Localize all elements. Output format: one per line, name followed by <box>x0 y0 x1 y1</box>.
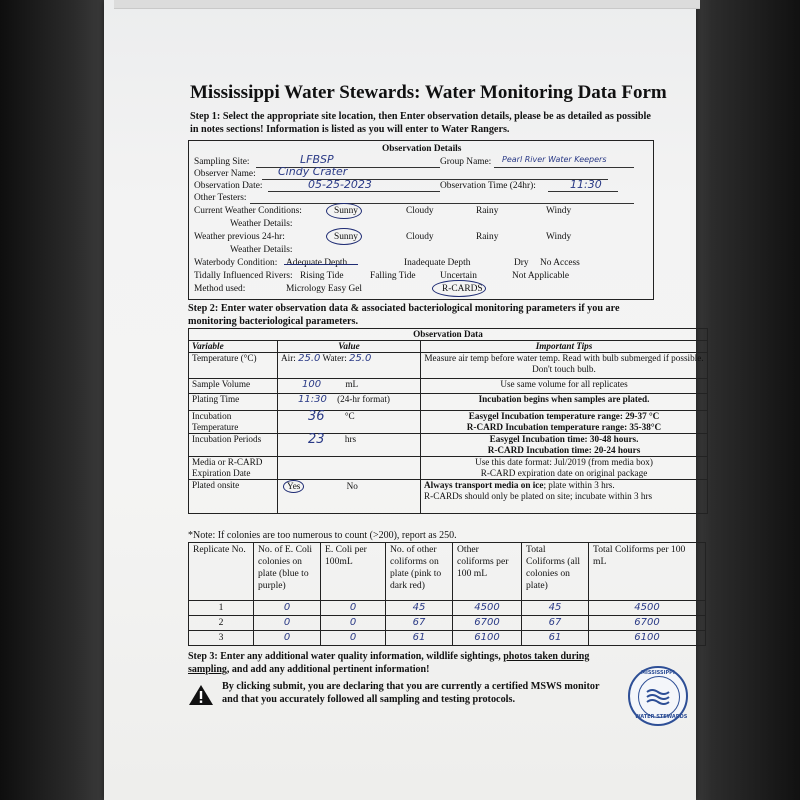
step1-instructions: Step 1: Select the appropriate site location, then Enter observation details, please be as detailed as possible in notes sections! Information is listed as you will enter to Water Rangers. <box>190 111 651 135</box>
step2-instructions: Step 2: Enter water observation data & associated bacteriological monitoring parameters if you are monitoring bacteriological parameters. <box>188 303 620 327</box>
incubation-periods-cell <box>278 434 421 457</box>
step3-text-a: Step 3: Enter any additional water quality information, wildlife sightings, <box>188 651 504 662</box>
declaration-text: By clicking submit, you are declaring that you are currently a certified MSWS monitor and that you accurately followed all sampling and testing protocols. <box>222 681 600 705</box>
plating-time-tip: Incubation begins when samples are plated. <box>421 394 708 411</box>
previous-weather-cloudy[interactable]: Cloudy <box>406 232 434 242</box>
replicate-no: 3 <box>189 631 254 646</box>
incubation-periods-label: Incubation Periods <box>189 434 278 457</box>
sample-volume-field[interactable]: 100 <box>302 379 322 390</box>
rcard-expiration-tip: R-CARD expiration date on original package <box>480 468 648 478</box>
incubation-temperature-label: Incubation Temperature <box>189 411 278 434</box>
ecoli-colonies-field[interactable]: 0 <box>254 616 321 631</box>
hdr-total-coliforms: Total Coliforms (all colonies on plate) <box>522 543 589 601</box>
waterbody-inadequate-depth[interactable]: Inadequate Depth <box>404 258 471 268</box>
media-expiration-label: Media or R-CARD Expiration Date <box>189 457 278 480</box>
media-date-format-tip: Use this date format: Jul/2019 (from media box) <box>475 457 653 467</box>
observer-name-field[interactable]: Cindy Crater <box>278 165 348 178</box>
table-row <box>189 631 706 646</box>
incubation-periods-unit: hrs <box>344 434 357 444</box>
sample-volume-cell <box>278 379 421 394</box>
observation-date-line <box>268 191 440 192</box>
incubation-temperature-cell <box>278 411 421 434</box>
col-variable: Variable <box>189 341 278 353</box>
col-tips: Important Tips <box>421 341 708 353</box>
current-weather-sunny[interactable]: Sunny <box>334 206 358 216</box>
plated-onsite-cell <box>278 480 421 514</box>
rcard-temp-range: R-CARD Incubation temperature range: 35-38°C <box>466 422 662 432</box>
tidal-label: Tidally Influenced Rivers: <box>194 271 293 281</box>
step3-instructions <box>188 650 626 676</box>
method-label: Method used: <box>194 284 246 294</box>
incubation-temperature-field[interactable]: 36 <box>308 409 325 424</box>
current-weather-label: Current Weather Conditions: <box>194 206 302 216</box>
data-form-sheet <box>104 0 704 800</box>
tidal-not-applicable[interactable]: Not Applicable <box>512 271 570 281</box>
hdr-ecoli-per-100ml: E. Coli per 100mL <box>321 543 386 601</box>
hdr-replicate-no: Replicate No. <box>189 543 254 601</box>
adequate-depth-mark <box>284 264 358 265</box>
tidal-falling[interactable]: Falling Tide <box>370 271 416 281</box>
other-per-100ml-field[interactable]: 6700 <box>453 616 522 631</box>
warning-icon <box>188 684 214 706</box>
plated-onsite-no[interactable]: No <box>346 481 358 491</box>
observation-data-table <box>188 328 708 514</box>
form-title: Mississippi Water Stewards: Water Monitoring Data Form <box>190 82 667 103</box>
replicate-no: 2 <box>189 616 254 631</box>
sample-volume-tip: Use same volume for all replicates <box>421 379 708 394</box>
seal-bottom-text: WATER STEWARDS <box>635 714 688 720</box>
current-weather-windy[interactable]: Windy <box>546 206 572 216</box>
observation-time-field[interactable]: 11:30 <box>570 178 602 191</box>
rcards-selected-circle <box>432 280 486 297</box>
total-per-100ml-field[interactable]: 6700 <box>589 616 706 631</box>
mississippi-water-stewards-seal <box>628 666 688 726</box>
hdr-ecoli-colonies: No. of E. Coli colonies on plate (blue to purple) <box>254 543 321 601</box>
plated-onsite-yes[interactable]: Yes <box>283 480 304 493</box>
seal-top-text: MISSISSIPPI <box>641 670 675 676</box>
transport-on-ice-tip: Always transport media on ice <box>424 480 544 490</box>
group-name-field[interactable]: Pearl River Water Keepers <box>502 155 607 164</box>
water-wave-icon <box>646 686 670 706</box>
observation-time-label: Observation Time (24hr): <box>440 181 536 191</box>
sample-volume-label: Sample Volume <box>189 379 278 394</box>
temperature-label: Temperature (°C) <box>189 353 278 379</box>
replicate-no: 1 <box>189 601 254 616</box>
tidal-rising[interactable]: Rising Tide <box>300 271 344 281</box>
previous-weather-sunny[interactable]: Sunny <box>334 232 358 242</box>
method-easygel[interactable]: Micrology Easy Gel <box>286 284 363 294</box>
observation-date-label: Observation Date: <box>194 181 263 191</box>
step3-text-b: photos taken during sampling <box>188 651 590 675</box>
plating-time-cell <box>278 394 421 411</box>
media-expiration-tip <box>421 457 708 480</box>
waterbody-adequate-depth[interactable]: Adequate Depth <box>286 258 348 268</box>
other-per-100ml-field[interactable]: 6100 <box>453 631 522 646</box>
observation-data-header: Observation Data <box>189 329 708 341</box>
temperature-value-cell <box>278 353 421 379</box>
water-temp-field[interactable]: 25.0 <box>349 353 372 364</box>
air-label: Air: <box>281 353 296 363</box>
total-coliforms-field[interactable]: 61 <box>522 631 589 646</box>
water-label: Water: <box>322 353 347 363</box>
current-weather-cloudy[interactable]: Cloudy <box>406 206 434 216</box>
plated-onsite-label: Plated onsite <box>189 480 278 514</box>
replicate-table <box>188 542 706 646</box>
sampling-site-label: Sampling Site: <box>194 157 250 167</box>
plate-within-tip: ; plate within 3 hrs. <box>543 480 615 490</box>
rcards-onsite-tip: R-CARDs should only be plated on site; incubate within 3 hrs <box>424 491 653 501</box>
observer-name-label: Observer Name: <box>194 169 256 179</box>
sample-volume-unit: mL <box>345 379 359 389</box>
ecoli-per-100ml-field[interactable]: 0 <box>321 601 386 616</box>
plating-time-unit: (24-hr format) <box>337 394 390 404</box>
incubation-temperature-unit: °C <box>344 411 355 421</box>
tidal-uncertain[interactable]: Uncertain <box>440 271 477 281</box>
method-rcards[interactable]: R-CARDS <box>442 284 483 294</box>
previous-weather-windy[interactable]: Windy <box>546 232 572 242</box>
total-coliforms-field[interactable]: 45 <box>522 601 589 616</box>
weather-details-label: Weather Details: <box>230 219 293 229</box>
plating-time-label: Plating Time <box>189 394 278 411</box>
incubation-periods-field[interactable]: 23 <box>308 432 325 447</box>
total-coliforms-field[interactable]: 67 <box>522 616 589 631</box>
hdr-other-coliforms: No. of other coliforms on plate (pink to dark red) <box>386 543 453 601</box>
observation-details-header: Observation Details <box>382 144 462 154</box>
current-weather-rainy[interactable]: Rainy <box>476 206 499 216</box>
previous-weather-rainy[interactable]: Rainy <box>476 232 499 242</box>
prev-sunny-selected-circle <box>326 228 362 245</box>
colonies-note: *Note: If colonies are too numerous to count (>200), report as 250. <box>188 530 457 541</box>
air-temp-field[interactable]: 25.0 <box>298 353 321 364</box>
previous-weather-label: Weather previous 24-hr: <box>194 232 285 242</box>
other-coliforms-field[interactable]: 45 <box>386 601 453 616</box>
other-coliforms-field[interactable]: 67 <box>386 616 453 631</box>
col-value: Value <box>278 341 421 353</box>
hdr-other-per-100ml: Other coliforms per 100 mL <box>453 543 522 601</box>
group-name-line <box>494 167 634 168</box>
total-per-100ml-field[interactable]: 6100 <box>589 631 706 646</box>
total-per-100ml-field[interactable]: 4500 <box>589 601 706 616</box>
media-expiration-field[interactable] <box>278 457 421 480</box>
plating-time-field[interactable]: 11:30 <box>298 394 327 405</box>
ecoli-per-100ml-field[interactable]: 0 <box>321 631 386 646</box>
sampling-site-field[interactable]: LFBSP <box>300 153 334 166</box>
observation-date-field[interactable]: 05-25-2023 <box>308 178 372 191</box>
temperature-tip: Measure air temp before water temp. Read with bulb submerged if possible. Don't touch bulb. <box>421 353 708 379</box>
sunny-selected-circle <box>326 203 362 219</box>
incubation-temperature-tip <box>421 411 708 434</box>
table-row <box>189 601 706 616</box>
table-row <box>189 616 706 631</box>
waterbody-no-access[interactable]: No Access <box>540 258 580 268</box>
other-coliforms-field[interactable]: 61 <box>386 631 453 646</box>
waterbody-dry[interactable]: Dry <box>514 258 529 268</box>
easygel-time-range: Easygel Incubation time: 30-48 hours. <box>489 434 639 444</box>
other-testers-label: Other Testers: <box>194 193 247 203</box>
group-name-label: Group Name: <box>440 157 492 167</box>
plated-onsite-tip <box>421 480 708 514</box>
ecoli-colonies-field[interactable]: 0 <box>254 601 321 616</box>
other-testers-line <box>250 203 634 204</box>
other-per-100ml-field[interactable]: 4500 <box>453 601 522 616</box>
weather-details-label-2: Weather Details: <box>230 245 293 255</box>
ecoli-per-100ml-field[interactable]: 0 <box>321 616 386 631</box>
observation-time-line <box>548 191 618 192</box>
rcard-time-range: R-CARD Incubation time: 20-24 hours <box>487 445 641 455</box>
easygel-temp-range: Easygel Incubation temperature range: 29-37 °C <box>468 411 660 421</box>
ecoli-colonies-field[interactable]: 0 <box>254 631 321 646</box>
step3-text-c: , and add any additional pertinent information! <box>226 664 430 675</box>
background-left <box>0 0 104 800</box>
waterbody-condition-label: Waterbody Condition: <box>194 258 278 268</box>
incubation-periods-tip <box>421 434 708 457</box>
hdr-total-per-100ml: Total Coliforms per 100 mL <box>589 543 706 601</box>
